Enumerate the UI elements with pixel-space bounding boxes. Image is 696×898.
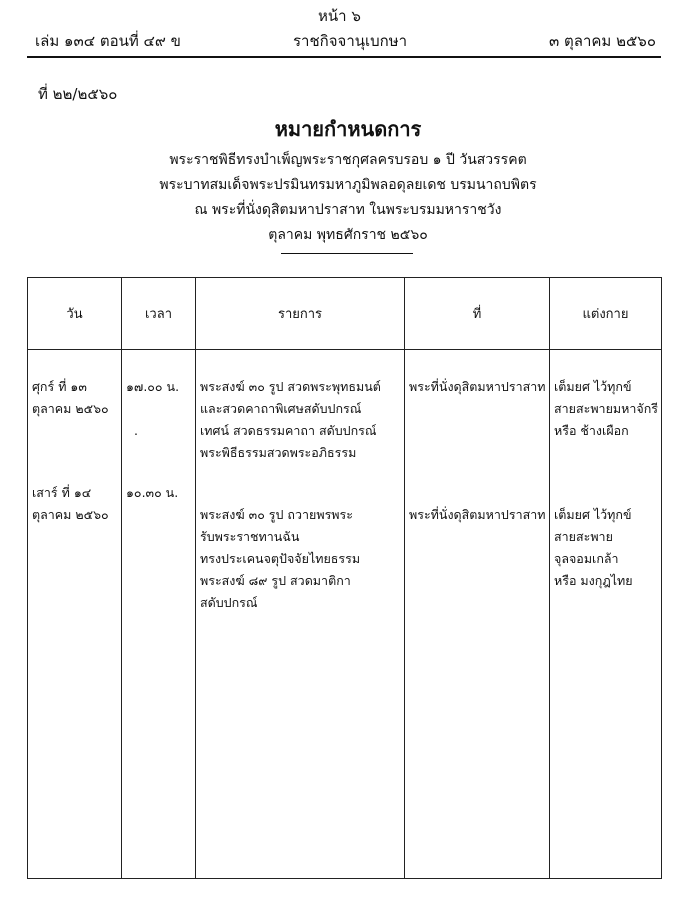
row1-dress: เต็มยศ ไว้ทุกข์	[554, 379, 632, 394]
row1-day: ศุกร์ ที่ ๑๓	[32, 379, 87, 394]
subtitle-line: พระราชพิธีทรงบำเพ็ญพระราชกุศลครบรอบ ๑ ปี วันสวรรคต	[169, 152, 527, 168]
time-cell	[122, 350, 196, 879]
row1-dress: สายสะพายมหาจักรี	[554, 401, 659, 416]
row1-dress: หรือ ช้างเผือก	[554, 423, 629, 438]
row2-dress: จุลจอมเกล้า	[554, 551, 619, 566]
row1-time: ๑๗.๐๐ น.	[126, 379, 180, 394]
publication-name: ราชกิจจานุเบกษา	[293, 32, 408, 50]
row1-time-mark: .	[134, 423, 138, 438]
row2-item: ทรงประเคนจตุปัจจัยไทยธรรม	[200, 551, 361, 566]
column-header-dress: แต่งกาย	[550, 278, 662, 350]
row1-item: พระสงฆ์ ๓๐ รูป สวดพระพุทธมนต์	[200, 379, 381, 394]
row1-item: และสวดคาถาพิเศษสดับปกรณ์	[200, 401, 362, 416]
row1-item: พระพิธีธรรมสวดพระอภิธรรม	[200, 445, 357, 460]
title-underline	[281, 253, 413, 254]
column-header-day: วัน	[28, 278, 122, 350]
header-rule	[27, 56, 661, 58]
row2-item: พระสงฆ์ ๓๐ รูป ถวายพรพระ	[200, 507, 353, 522]
subtitle-line: พระบาทสมเด็จพระปรมินทรมหาภูมิพลอดุลยเดช บรมนาถบพิตร	[159, 177, 537, 193]
subtitle-line: ตุลาคม พุทธศักราช ๒๕๖๐	[268, 227, 428, 243]
volume-issue: เล่ม ๑๓๔ ตอนที่ ๔๙ ข	[35, 32, 181, 50]
row2-item: สดับปกรณ์	[200, 595, 258, 610]
column-header-time: เวลา	[122, 278, 196, 350]
document-title: หมายกำหนดการ	[274, 117, 422, 141]
table-header-row	[28, 278, 662, 350]
publication-date: ๓ ตุลาคม ๒๕๖๐	[549, 32, 656, 50]
row1-item: เทศน์ สวดธรรมคาถา สดับปกรณ์	[200, 423, 377, 438]
column-header-items: รายการ	[196, 278, 405, 350]
row1-place: พระที่นั่งดุสิตมหาปราสาท	[409, 379, 546, 394]
row2-dress: เต็มยศ ไว้ทุกข์	[554, 507, 632, 522]
dress-cell	[550, 350, 662, 879]
schedule-table	[27, 277, 662, 879]
row2-item: พระสงฆ์ ๘๙ รูป สวดมาติกา	[200, 573, 351, 588]
row2-place: พระที่นั่งดุสิตมหาปราสาท	[409, 507, 546, 522]
items-cell	[196, 350, 405, 879]
table-row	[28, 350, 662, 879]
row2-time: ๑๐.๓๐ น.	[126, 485, 179, 500]
day-cell	[28, 350, 122, 879]
page-number: หน้า ๖	[318, 7, 361, 25]
row2-dress: หรือ มงกุฎไทย	[554, 573, 633, 588]
column-header-place: ที่	[405, 278, 550, 350]
place-cell	[405, 350, 550, 879]
subtitle-line: ณ พระที่นั่งดุสิตมหาปราสาท ในพระบรมมหาราชวัง	[194, 202, 502, 218]
row2-month: ตุลาคม ๒๕๖๐	[32, 507, 109, 522]
reference-number: ที่ ๒๒/๒๕๖๐	[38, 85, 118, 103]
row2-day: เสาร์ ที่ ๑๔	[32, 485, 92, 500]
row2-dress: สายสะพาย	[554, 529, 613, 544]
row1-month: ตุลาคม ๒๕๖๐	[32, 401, 109, 416]
row2-item: รับพระราชทานฉัน	[200, 529, 300, 544]
